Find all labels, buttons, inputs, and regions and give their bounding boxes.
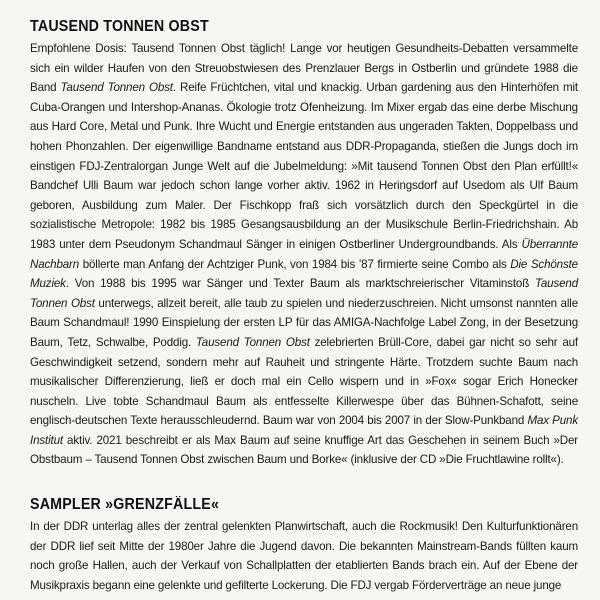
section-heading: SAMPLER »GRENZFÄLLE« <box>30 496 220 514</box>
band-name-italic: Die Schönste Muziek <box>30 257 578 291</box>
section-body-text: In der DDR unterlag alles der zentral gelenkten Planwirtschaft, auch die Rockmusik! Den Kulturfunktionären der DDR lief seit Mitte der 1980er Jahre die Jugend davon. Die bekannten Mainstream-Bands füllten kaum noch große Hallen, auch der Verkauf von Schallplatten der etablierten Bands brach ein. Auf der Ebene der Musikpraxis begann eine gelenkte und gefilterte Lockerung. Die FDJ vergab Förderverträge an neue junge <box>30 520 578 592</box>
text-run: . Reife Früchtchen, vital und knackig. Urban gardening aus den Hinterhöfen mit Cuba-Orangen und Intershop-Ananas. Ökologie trotz Ofenheizung. Im Mixer ergab das eine derbe Mischung aus Hard Core, Metal und Punk. Ihre Wucht und Energie entstanden aus ungeraden Takten, Doppelbass und hohen Phonzahlen. Der eigenwillige Bandname entstand aus DDR-Propaganda, stießen die Jungs doch im einstigen FDJ-Zentralorgan Junge Welt auf die Jubelmeldung: »Mit tausend Tonnen Obst den Plan erfüllt!« Bandchef Ulli Baum war jedoch schon lange vorher aktiv. 1962 in Heringsdorf auf Usedom als Ulf Baum geboren, Ausbildung zum Maler. Der Fischkopp fraß sich vorsätzlich durch den Speckgürtel in die sozialistische Metropole: 1982 bis 1985 Gesangsausbildung an der Musikschule Berlin-Friedrichshain. Ab 1983 unter dem Pseudonym Schandmaul Sänger in einigen Ostberliner Undergroundbands. Als <box>30 81 578 251</box>
band-name-italic: Tausend Tonnen Obst <box>195 335 310 349</box>
section-sampler-grenzfaelle <box>30 496 578 595</box>
band-name-italic: Überrannte Nachbarn <box>30 237 578 271</box>
text-run: unterwegs, allzeit bereit, alle taub zu spielen und niederzuschreien. Nicht umsonst nannten alle Baum Schandmaul! 1990 Einspielung der ersten LP für das AMIGA-Nachfolge Label Zong, in der Besetzung Baum, Tetz, Schwalbe, Poddig. <box>30 296 579 349</box>
section-tausend-tonnen-obst <box>30 18 578 470</box>
text-run: . Von 1988 bis 1995 war Sänger und Texter Baum als marktschreierischer Vitaminstoß <box>65 277 535 291</box>
text-run: aktiv. 2021 beschreibt er als Max Baum auf seine knuffige Art das Geschehen in seinem Buch »Der Obstbaum – Tausend Tonnen Obst zwischen Baum und Borke« (inklusive der CD »Die Fruchtlawine rollt«). <box>30 433 578 467</box>
section-body-text <box>30 39 578 470</box>
band-name-italic: Max Punk Institut <box>30 414 578 447</box>
band-name-italic: Tausend Tonnen Obst <box>30 277 578 310</box>
band-name-italic: Tausend Tonnen Obst <box>60 81 173 95</box>
section-heading: TAUSEND TONNEN OBST <box>30 18 209 35</box>
text-run: Empfohlene Dosis: Tausend Tonnen Obst täglich! Lange vor heutigen Gesundheits-Debatten versammelte sich ein wilder Haufen von den Streuobstwiesen des Prenzlauer Bergs in Ostberlin und gründete 1988 die Band <box>30 42 578 95</box>
text-run: zelebrierten Brüll-Core, dabei gar nicht so sehr auf Geschwindigkeit setzend, sondern mehr auf Rauheit und stringente Härte. Trotzdem suchte Baum nach musikalischer Differenzierung, ließ er doch mal ein Cello wispern und in »Fox« sogar Erich Honecker nuscheln. Live tobte Schandmaul Baum als entfesselte Killerwespe über das Bühnen-Schafott, seine englisch-deutschen Texte herausschleudernd. Baum war von 2004 bis 2007 in der Slow-Punkband <box>30 335 578 428</box>
text-run: böllerte man Anfang der Achtziger Punk, von 1984 bis ’87 firmierte seine Combo als <box>79 257 511 271</box>
